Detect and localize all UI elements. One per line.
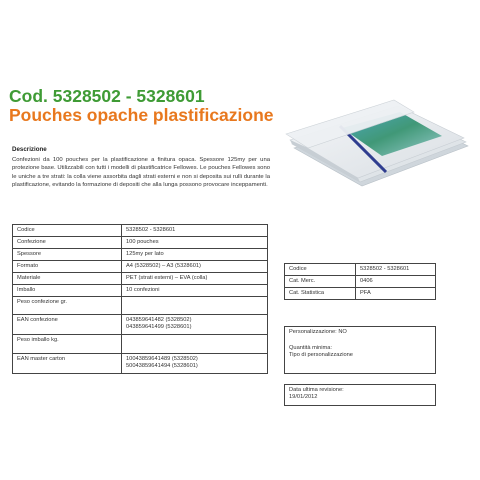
spec-label: Confezione (13, 237, 122, 249)
table-row (13, 261, 268, 273)
spec-value-cell (122, 315, 268, 335)
product-code-title: Cod. 5328502 - 5328601 (9, 86, 205, 106)
table-row (13, 297, 268, 315)
code-label: Codice (285, 264, 356, 276)
specs-table (12, 224, 268, 374)
spec-label: Peso imballo kg. (13, 335, 122, 354)
table-row (285, 288, 436, 300)
table-row (13, 273, 268, 285)
description-heading: Descrizione (12, 146, 47, 153)
revision-date: 19/01/2012 (289, 394, 318, 400)
minimum-quantity-label: Quantità minima: (289, 345, 332, 351)
spec-value: 50043859641494 (5328601) (126, 363, 198, 369)
spec-label: EAN confezione (13, 315, 122, 335)
codes-table (284, 263, 436, 300)
spec-value: 043859641482 (5328502) (126, 317, 192, 323)
spec-value (122, 335, 268, 354)
table-row (13, 335, 268, 354)
personalization-type-label: Tipo di personalizzazione (289, 352, 353, 358)
spec-value (122, 297, 268, 315)
spec-label: Spessore (13, 249, 122, 261)
spec-value: 043859641499 (5328601) (126, 324, 192, 330)
spec-value: 10 confezioni (122, 285, 268, 297)
spec-label: Imballo (13, 285, 122, 297)
table-row (13, 315, 268, 335)
personalization-flag: Personalizzazione: NO (289, 329, 347, 335)
code-value: 5328502 - 5328601 (356, 264, 436, 276)
spec-label: Codice (13, 225, 122, 237)
table-row (285, 264, 436, 276)
table-row (13, 225, 268, 237)
spec-label: Peso confezione gr. (13, 297, 122, 315)
spec-value: 100 pouches (122, 237, 268, 249)
personalization-box (284, 326, 436, 374)
description-text: Confezioni da 100 pouches per la plastificazione a finitura opaca. Spessore 125my per una protezione base. Utilizzabili con tutti i modelli di plastificatrice Fellowes. Le pouches Fellowes sono le uniche a tre strati: la colla viene assorbita dagli strati esterni e non si deposita sui rulli durante la plastificazione, evitando la formazione di depositi che alla lunga possono provocare inceppamenti. (12, 157, 270, 188)
table-row (13, 285, 268, 297)
laminating-pouches-photo (282, 86, 472, 204)
spec-value: 10043859641489 (5328502) (126, 356, 198, 362)
code-label: Cat. Merc. (285, 276, 356, 288)
code-value: PFA (356, 288, 436, 300)
spec-label: Materiale (13, 273, 122, 285)
spec-value: 125my per lato (122, 249, 268, 261)
revision-label: Data ultima revisione: (289, 387, 344, 393)
revision-box (284, 384, 436, 406)
table-row (13, 354, 268, 374)
table-row (285, 276, 436, 288)
code-value: 0406 (356, 276, 436, 288)
spec-label: EAN master carton (13, 354, 122, 374)
code-label: Cat. Statistica (285, 288, 356, 300)
spec-value: 5328502 - 5328601 (122, 225, 268, 237)
product-name-title: Pouches opache plastificazione (9, 105, 274, 125)
table-row (13, 249, 268, 261)
spec-value: A4 (5328502) – A3 (5328601) (122, 261, 268, 273)
spec-value-cell (122, 354, 268, 374)
spec-value: PET (strati esterni) – EVA (colla) (122, 273, 268, 285)
table-row (13, 237, 268, 249)
spec-label: Formato (13, 261, 122, 273)
